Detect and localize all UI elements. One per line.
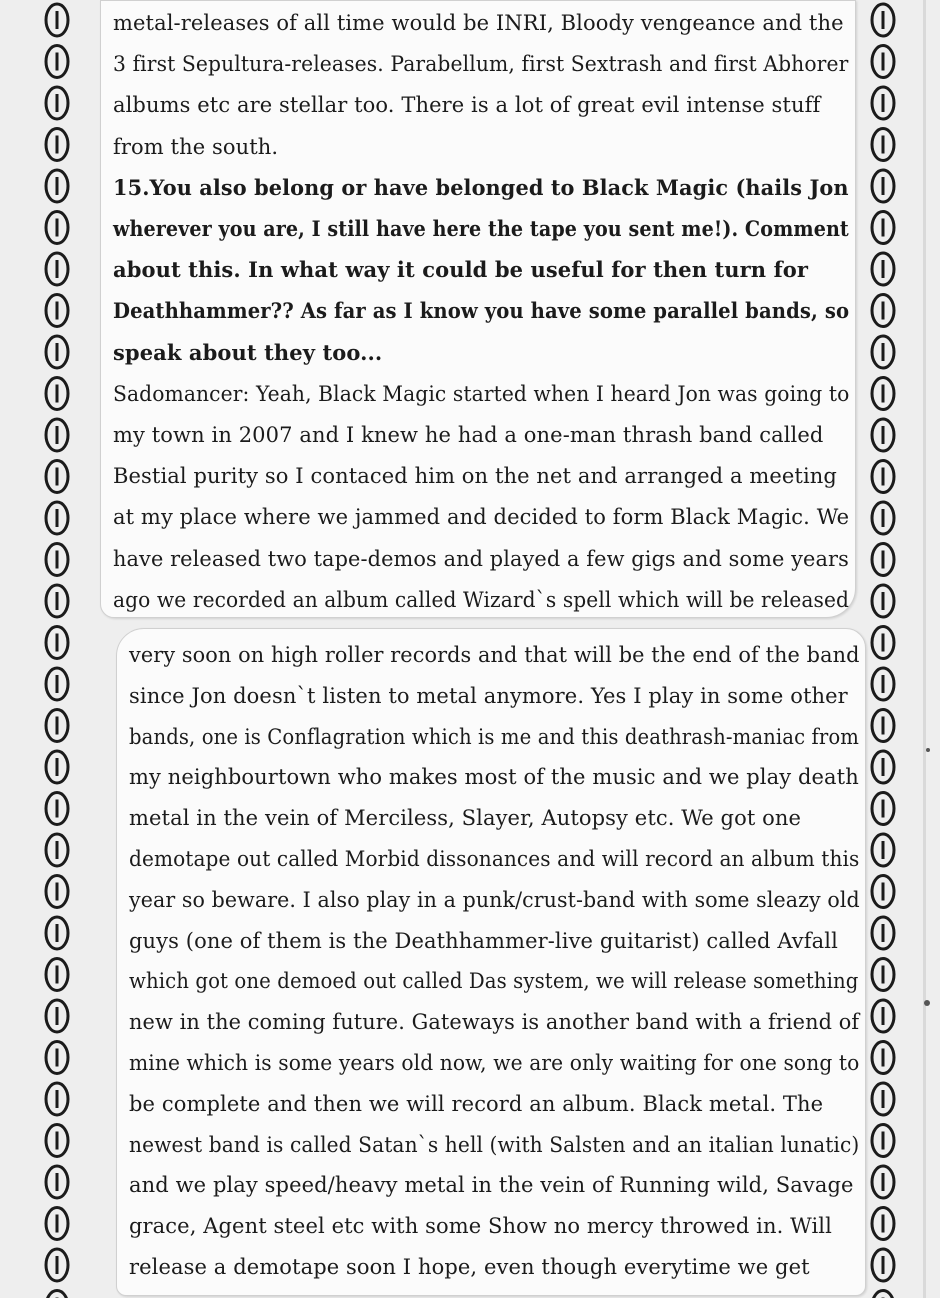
chain-link-icon bbox=[40, 0, 74, 1298]
text-line: about this. In what way it could be useful for then turn for bbox=[113, 257, 808, 283]
chain-link-icon bbox=[866, 0, 900, 1298]
text-line: have released two tape-demos and played a few gigs and some years bbox=[113, 546, 849, 571]
text-line: metal in the vein of Merciless, Slayer, Autopsy etc. We got one bbox=[129, 806, 802, 831]
text-line: release a demotape soon I hope, even though everytime we get bbox=[129, 1255, 810, 1279]
text-line: my neighbourtown who makes most of the music and we play death bbox=[129, 765, 859, 790]
text-line: and we play speed/heavy metal in the vein of Running wild, Savage bbox=[129, 1173, 854, 1198]
text-line: wherever you are, I still have here the tape you sent me!). Comment bbox=[113, 216, 849, 241]
text-line: bands, one is Conflagration which is me and this deathrash-maniac from bbox=[129, 724, 859, 749]
left-chain-border bbox=[40, 0, 74, 1298]
text-line: my town in 2007 and I knew he had a one-man thrash band called bbox=[113, 423, 824, 447]
text-line: which got one demoed out called Das system, we will release something bbox=[129, 969, 859, 994]
text-line: very soon on high roller records and that will be the end of the band bbox=[129, 643, 860, 667]
paper-edge bbox=[923, 0, 926, 1298]
text-line: be complete and then we will record an album. Black metal. The bbox=[129, 1091, 824, 1116]
text-line: ago we recorded an album called Wizard`s spell which will be released bbox=[113, 587, 850, 612]
text-line: 15.You also belong or have belonged to Black Magic (hails Jon bbox=[113, 174, 849, 200]
ink-spot bbox=[926, 748, 930, 752]
ink-spot bbox=[924, 1000, 930, 1006]
right-chain-border bbox=[866, 0, 900, 1298]
text-line: demotape out called Morbid dissonances and will record an album this bbox=[129, 847, 860, 871]
text-line: Bestial purity so I contaced him on the net and arranged a meeting bbox=[113, 464, 837, 489]
text-line: metal-releases of all time would be INRI, Bloody vengeance and the bbox=[113, 11, 844, 35]
text-line: guys (one of them is the Deathhammer-live guitarist) called Avfall bbox=[129, 928, 838, 953]
text-line: since Jon doesn`t listen to metal anymore. Yes I play in some other bbox=[129, 683, 848, 708]
text-line: mine which is some years old now, we are only waiting for one song to bbox=[129, 1051, 860, 1075]
text-clipping-bottom bbox=[116, 628, 866, 1296]
text-line: speak about they too... bbox=[113, 339, 383, 365]
text-line: from the south. bbox=[113, 134, 279, 159]
text-line: newest band is called Satan`s hell (with Salsten and an italian lunatic) bbox=[129, 1132, 860, 1157]
text-clipping-top bbox=[100, 0, 856, 618]
text-line: 3 first Sepultura-releases. Parabellum, first Sextrash and first Abhorer bbox=[113, 52, 849, 77]
text-line: Deathhammer?? As far as I know you have some parallel bands, so bbox=[113, 298, 850, 324]
text-line: year so beware. I also play in a punk/crust-band with some sleazy old bbox=[129, 887, 860, 912]
text-line: grace, Agent steel etc with some Show no mercy throwed in. Will bbox=[129, 1214, 832, 1239]
text-line: at my place where we jammed and decided to form Black Magic. We bbox=[113, 505, 850, 530]
text-line: albums etc are stellar too. There is a lot of great evil intense stuff bbox=[113, 93, 821, 118]
text-line: new in the coming future. Gateways is another band with a friend of bbox=[129, 1010, 860, 1035]
text-line: Sadomancer: Yeah, Black Magic started when I heard Jon was going to bbox=[113, 381, 850, 406]
